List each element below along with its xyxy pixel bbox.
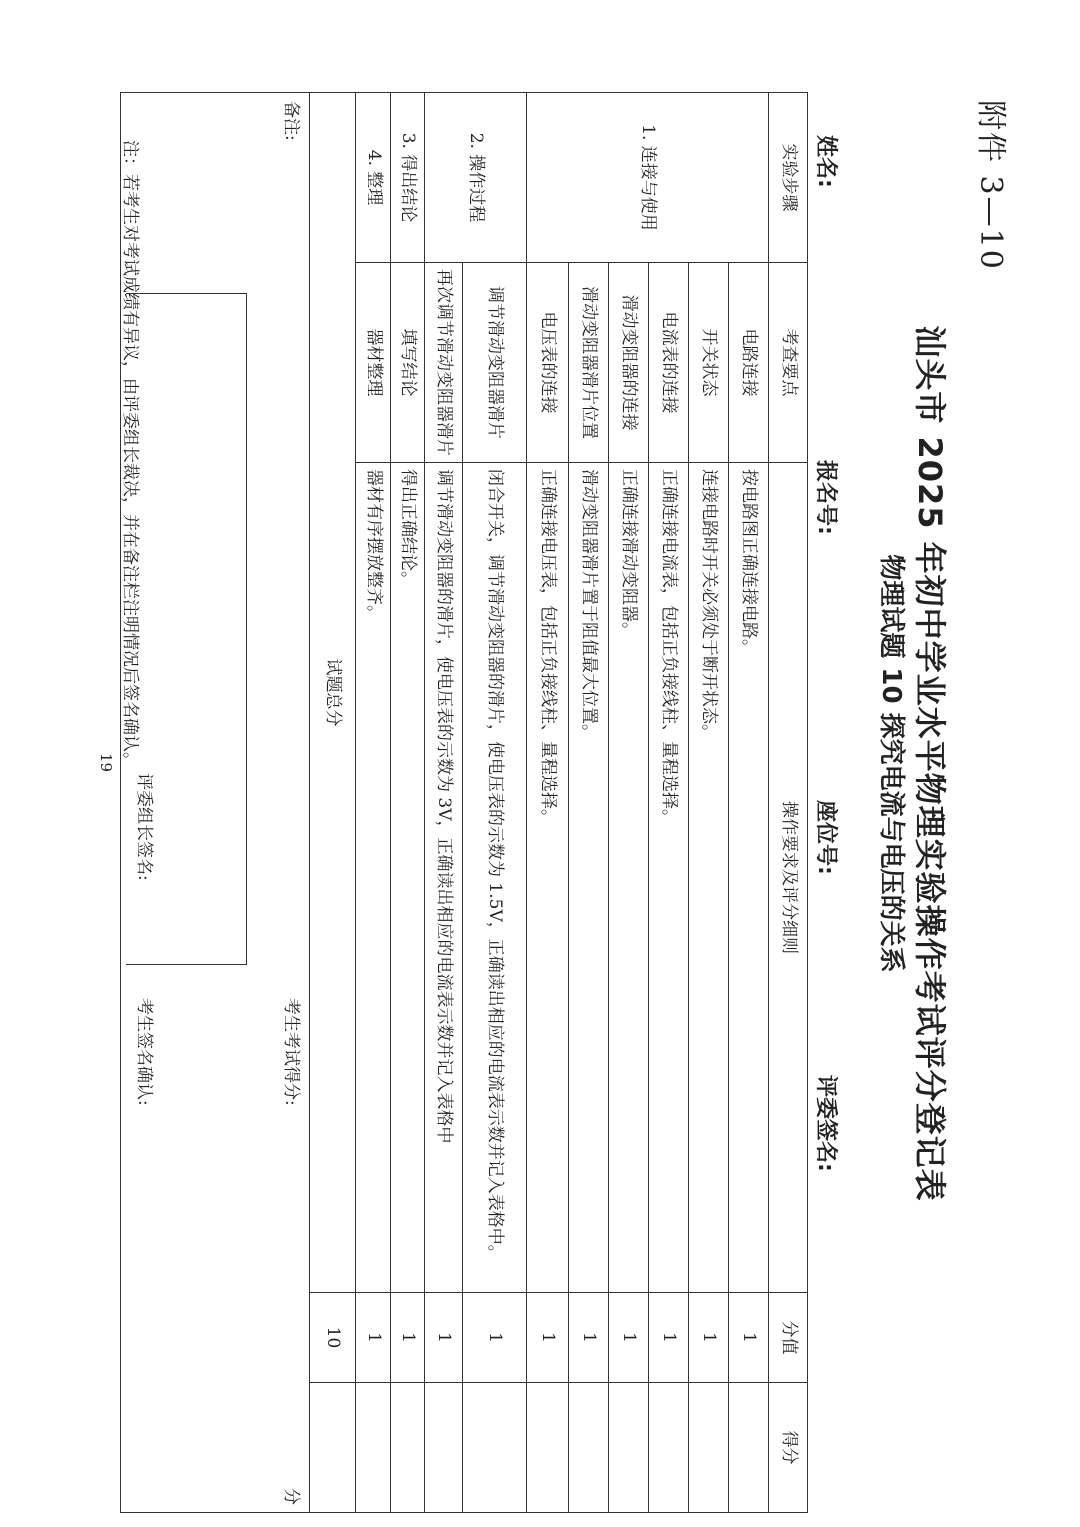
value-cell: 1 xyxy=(527,1293,569,1383)
total-value: 10 xyxy=(310,1293,356,1383)
footer-note: 注：若考生对考试成绩有异议，由评委组长裁决，并在备注栏注明情况后签名确认。 xyxy=(120,140,140,769)
judge-signature-label: 评委签名: xyxy=(813,1075,838,1172)
total-score[interactable] xyxy=(310,1383,356,1513)
score-table xyxy=(120,92,808,1513)
point-cell: 电路连接 xyxy=(729,263,769,463)
table-row xyxy=(391,93,425,1513)
value-cell: 1 xyxy=(689,1293,729,1383)
value-cell: 1 xyxy=(609,1293,649,1383)
registration-field-label: 报名号: xyxy=(813,460,838,535)
value-cell: 1 xyxy=(425,1293,463,1383)
value-cell: 1 xyxy=(649,1293,689,1383)
remarks-row xyxy=(121,93,310,1513)
attachment-label: 附件 3—10 xyxy=(973,100,1008,271)
score-cell[interactable] xyxy=(391,1383,425,1513)
criteria-cell: 正确连接滑动变阻器。 xyxy=(609,463,649,1293)
point-cell: 电压表的连接 xyxy=(527,263,569,463)
header-criteria: 操作要求及评分细则 xyxy=(769,463,808,1293)
criteria-cell: 得出正确结论。 xyxy=(391,463,425,1293)
table-row xyxy=(425,93,463,1513)
header-score-value: 分值 xyxy=(769,1293,808,1383)
page-title: 汕头市 2025 年初中学业水平物理实验操作考试评分登记表 xyxy=(911,325,949,1202)
point-cell: 滑动变阻器的连接 xyxy=(609,263,649,463)
leader-signature-label: 评委组长签名: xyxy=(134,773,154,881)
total-label: 试题总分 xyxy=(310,93,356,1293)
score-cell[interactable] xyxy=(425,1383,463,1513)
page-number: 19 xyxy=(97,753,115,773)
criteria-cell: 连接电路时开关必须处于断开状态。 xyxy=(689,463,729,1293)
criteria-cell: 正确连接电压表，包括正负接线柱、量程选择。 xyxy=(527,463,569,1293)
point-cell: 电流表的连接 xyxy=(649,263,689,463)
table-row xyxy=(569,93,609,1513)
score-cell[interactable] xyxy=(569,1383,609,1513)
total-row xyxy=(310,93,356,1513)
table-row xyxy=(609,93,649,1513)
table-row xyxy=(689,93,729,1513)
step-cell-4: 4. 整理 xyxy=(356,93,391,263)
value-cell: 1 xyxy=(356,1293,391,1383)
value-cell: 1 xyxy=(391,1293,425,1383)
score-cell[interactable] xyxy=(729,1383,769,1513)
table-header-row xyxy=(769,93,808,1513)
table-row xyxy=(356,93,391,1513)
step-cell-1: 1. 连接与使用 xyxy=(527,93,769,263)
table-row xyxy=(527,93,569,1513)
criteria-cell: 正确连接电流表，包括正负接线柱、量程选择。 xyxy=(649,463,689,1293)
criteria-cell: 调节滑动变阻器的滑片，使电压表的示数为 3V，正确读出相应的电流表示数并记入表格中 xyxy=(425,463,463,1293)
student-score-label: 考生考试得分: xyxy=(281,998,301,1106)
step-cell-2: 2. 操作过程 xyxy=(425,93,527,263)
score-cell[interactable] xyxy=(609,1383,649,1513)
point-cell: 滑动变阻器滑片位置 xyxy=(569,263,609,463)
score-cell[interactable] xyxy=(356,1383,391,1513)
value-cell: 1 xyxy=(463,1293,527,1383)
table-row xyxy=(649,93,689,1513)
remarks-cell xyxy=(121,93,310,1513)
seat-field-label: 座位号: xyxy=(813,800,838,875)
point-cell: 再次调节滑动变阻器滑片 xyxy=(425,263,463,463)
table-row xyxy=(463,93,527,1513)
value-cell: 1 xyxy=(569,1293,609,1383)
header-step: 实验步骤 xyxy=(769,93,808,263)
score-cell[interactable] xyxy=(527,1383,569,1513)
value-cell: 1 xyxy=(729,1293,769,1383)
page-subtitle: 物理试题 10 探究电流与电压的关系 xyxy=(876,554,906,973)
score-cell[interactable] xyxy=(463,1383,527,1513)
step-cell-3: 3. 得出结论 xyxy=(391,93,425,263)
score-cell[interactable] xyxy=(649,1383,689,1513)
header-score: 得分 xyxy=(769,1383,808,1513)
criteria-cell: 器材有序摆放整齐。 xyxy=(356,463,391,1293)
point-cell: 填写结论 xyxy=(391,263,425,463)
remarks-label: 备注: xyxy=(281,101,301,141)
point-cell: 调节滑动变阻器滑片 xyxy=(463,263,527,463)
score-cell[interactable] xyxy=(689,1383,729,1513)
header-point: 考查要点 xyxy=(769,263,808,463)
criteria-cell: 按电路图正确连接电路。 xyxy=(729,463,769,1293)
point-cell: 器材整理 xyxy=(356,263,391,463)
point-cell: 开关状态 xyxy=(689,263,729,463)
criteria-cell: 滑动变阻器滑片置于阻值最大位置。 xyxy=(569,463,609,1293)
name-field-label: 姓名: xyxy=(813,135,838,188)
student-confirm-label: 考生签名确认: xyxy=(134,998,154,1106)
table-row xyxy=(729,93,769,1513)
score-unit: 分 xyxy=(281,1488,301,1505)
criteria-cell: 闭合开关，调节滑动变阻器的滑片，使电压表的示数为 1.5V，正确读出相应的电流表示数并记入表格中。 xyxy=(463,463,527,1293)
